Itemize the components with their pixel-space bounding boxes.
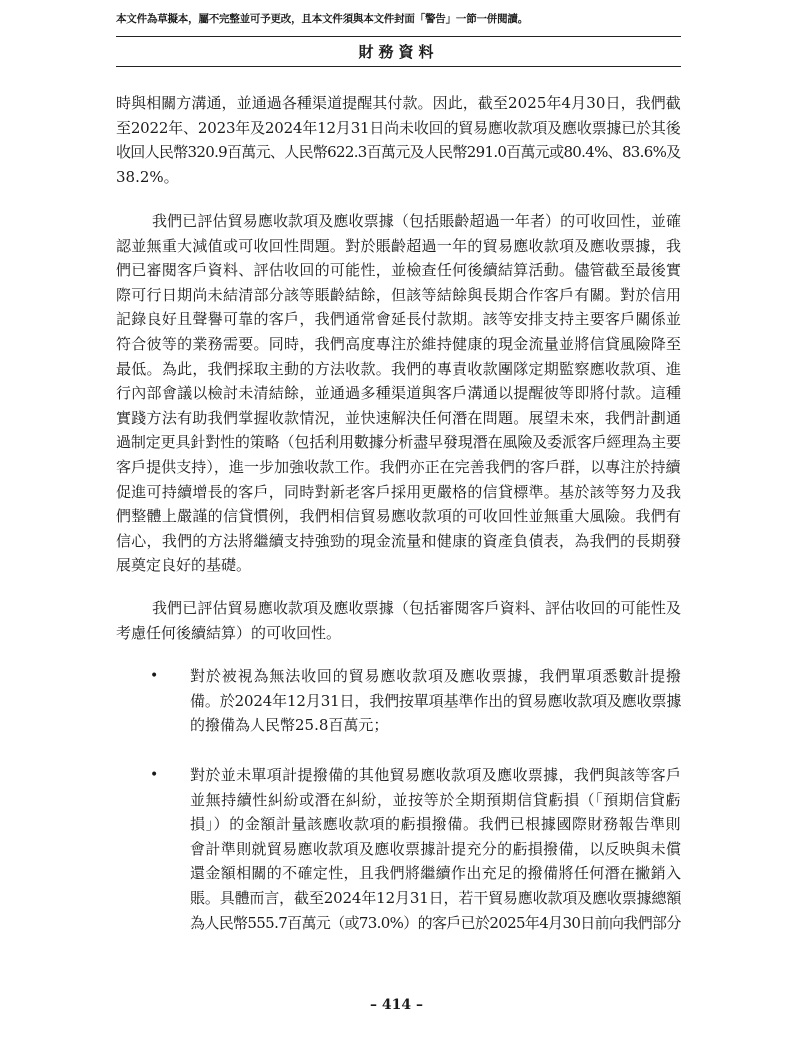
bullet-1-line: 對於被視為無法收回的貿易應收款項及應收票據，我們單項悉數計提撥 bbox=[190, 667, 682, 685]
bullet-marker: • bbox=[150, 767, 159, 783]
paragraph-2-line: 最低。為此，我們採取主動的方法收款。我們的專責收款團隊定期監察應收款項、進 bbox=[116, 359, 682, 378]
paragraph-2-line: 信心，我們的方法將繼續支持強勁的現金流量和健康的資產負債表，為我們的長期發 bbox=[116, 531, 682, 550]
page-number: – 414 – bbox=[370, 997, 423, 1013]
header-top-rule bbox=[116, 36, 681, 37]
paragraph-2-line: 符合彼等的業務需要。同時，我們高度專注於維持健康的現金流量並將信貸風險降至 bbox=[116, 335, 682, 353]
bullet-marker: • bbox=[150, 668, 159, 684]
bullet-2-line: 會計準則就貿易應收款項及應收票據計提充分的虧損撥備，以反映與未償 bbox=[190, 839, 682, 858]
paragraph-2-line: 們已審閱客戶資料、評估收回的可能性，並檢查任何後續結算活動。儘管截至最後實 bbox=[116, 261, 682, 280]
header-bottom-rule bbox=[116, 66, 681, 67]
bullet-2-line: 賬。具體而言，截至2024年12月31日，若干貿易應收款項及應收票據總額 bbox=[190, 889, 682, 907]
header-note: 本文件為草擬本，屬不完整並可予更改，且本文件須與本文件封面「警告」一節一併閱讀。 bbox=[116, 13, 528, 25]
bullet-2-line: 並無持續性糾紛或潛在糾紛，並按等於全期預期信貸虧損（「預期信貸虧 bbox=[190, 790, 682, 809]
section-title: 財務資料 bbox=[358, 43, 439, 61]
paragraph-2-line: 實踐方法有助我們掌握收款情況，並快速解決任何潛在問題。展望未來，我們計劃通 bbox=[116, 408, 682, 427]
paragraph-3-line: 考慮任何後續結算）的可收回性。 bbox=[116, 623, 342, 642]
bullet-1-line: 備。於2024年12月31日，我們按單項基準作出的貿易應收款項及應收票據 bbox=[190, 691, 682, 710]
paragraph-2-line: 行內部會議以檢討未清結餘，並通過多種渠道與客戶溝通以提醒彼等即將付款。這種 bbox=[116, 384, 682, 403]
paragraph-2-line: 我們已評估貿易應收款項及應收票據（包括賬齡超過一年者）的可收回性，並確 bbox=[152, 212, 682, 230]
bullet-2-line: 對於並未單項計提撥備的其他貿易應收款項及應收票據，我們與該等客戶 bbox=[190, 766, 682, 784]
bullet-2-line: 為人民幣555.7百萬元（或73.0%）的客戶已於2025年4月30日前向我們部分 bbox=[190, 913, 681, 932]
bullet-2-line: 還金額相關的不確定性，且我們將繼續作出充足的撥備將任何潛在撇銷入 bbox=[190, 864, 682, 883]
paragraph-3-line: 我們已評估貿易應收款項及應收票據（包括審閱客戶資料、評估收回的可能性及 bbox=[152, 599, 682, 617]
paragraph-2-line: 促進可持續增長的客戶，同時對新老客戶採用更嚴格的信貸標準。基於該等努力及我 bbox=[116, 482, 682, 501]
paragraph-2-line: 際可行日期尚未結清部分該等賬齡結餘，但該等結餘與長期合作客戶有關。對於信用 bbox=[116, 285, 682, 304]
paragraph-2-line: 展奠定良好的基礎。 bbox=[116, 556, 252, 575]
paragraph-2-line: 過制定更具針對性的策略（包括利用數據分析盡早發現潛在風險及委派客戶經理為主要 bbox=[116, 433, 681, 452]
paragraph-1-line: 收回人民幣320.9百萬元、人民幣622.3百萬元及人民幣291.0百萬元或80.4%、83.6%及 bbox=[116, 143, 681, 162]
paragraph-1-line: 時與相關方溝通，並通過各種渠道提醒其付款。因此，截至2025年4月30日，我們截 bbox=[116, 94, 681, 112]
paragraph-2-line: 客戶提供支持），進一步加強收款工作。我們亦正在完善我們的客戶群，以專注於持續 bbox=[116, 458, 681, 476]
bullet-1-line: 的撥備為人民幣25.8百萬元； bbox=[190, 716, 389, 735]
paragraph-2-line: 認並無重大減值或可收回性問題。對於賬齡超過一年的貿易應收款項及應收票據，我 bbox=[116, 236, 682, 255]
paragraph-1-line: 至2022年、2023年及2024年12月31日尚未收回的貿易應收款項及應收票據已於其後 bbox=[116, 118, 681, 137]
paragraph-2-line: 們整體上嚴謹的信貸慣例，我們相信貿易應收款項的可收回性並無重大風險。我們有 bbox=[116, 507, 682, 526]
paragraph-1-line: 38.2%。 bbox=[116, 167, 179, 186]
paragraph-2-line: 記錄良好且聲譽可靠的客戶，我們通常會延長付款期。該等安排支持主要客戶關係並 bbox=[116, 310, 682, 329]
bullet-2-line: 損」）的金額計量該應收款項的虧損撥備。我們已根據國際財務報告準則 bbox=[190, 815, 682, 834]
